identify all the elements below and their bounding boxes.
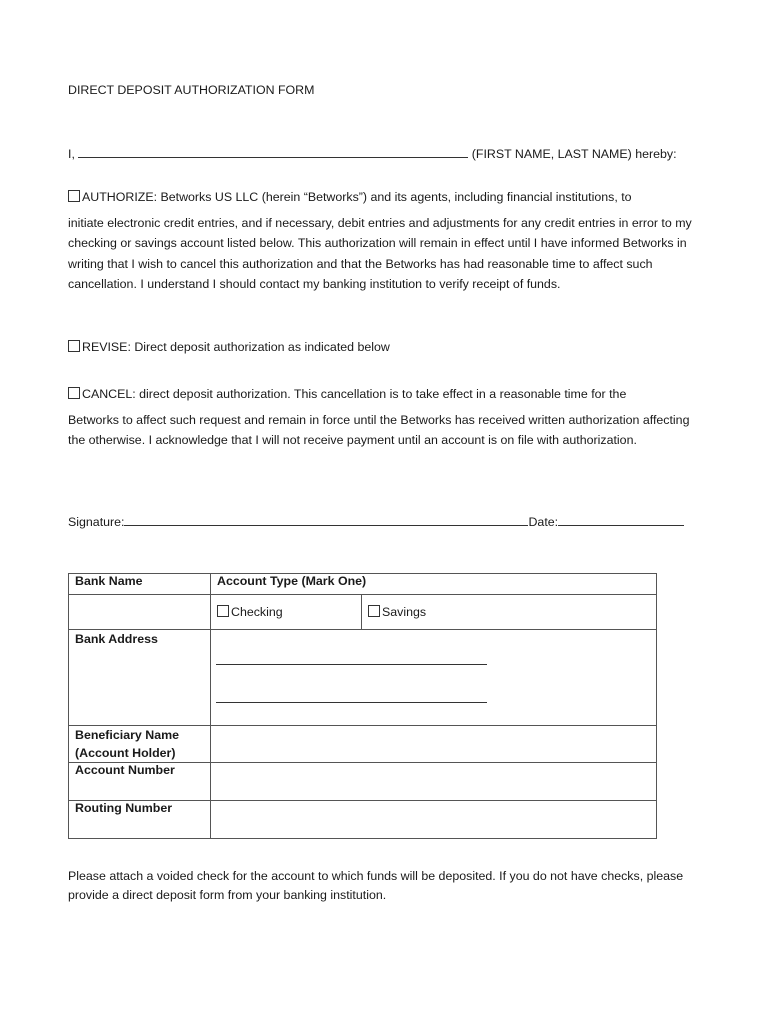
date-label: Date: (528, 515, 559, 529)
name-suffix: (FIRST NAME, LAST NAME) hereby: (471, 147, 677, 161)
bank-name-field[interactable] (69, 595, 211, 630)
account-number-field[interactable] (211, 763, 657, 801)
address-line-2 (216, 702, 487, 703)
authorize-option (68, 187, 708, 295)
name-prefix: I, (68, 147, 75, 161)
checking-label: Checking (231, 605, 283, 619)
revise-checkbox[interactable] (68, 340, 80, 352)
checking-option (211, 595, 362, 630)
address-line-1 (216, 664, 487, 665)
savings-label: Savings (382, 605, 427, 619)
full-name-field[interactable] (78, 145, 468, 158)
cancel-body: Betworks to affect such request and remain in force until the Betworks has received written authorization affecting the otherwise. I acknowledge that I will not receive payment until an account is on file with authorization. (68, 412, 690, 447)
cancel-checkbox[interactable] (68, 387, 80, 399)
date-field[interactable] (558, 513, 684, 526)
bank-name-label: Bank Name (69, 574, 211, 595)
routing-number-field[interactable] (211, 801, 657, 839)
beneficiary-label-line2: (Account Holder) (75, 746, 176, 760)
routing-number-label: Routing Number (69, 801, 211, 839)
cancel-first-line: CANCEL: direct deposit authorization. This cancellation is to take effect in a reasonable time for the (82, 387, 627, 401)
bank-address-field[interactable] (211, 630, 657, 726)
authorize-body: initiate electronic credit entries, and if necessary, debit entries and adjustments for any credit entries in error to my checking or savings account listed below. This authorization will remain in effect until I have informed Betworks in writing that I wish to cancel this authorization and that the Betworks has had reasonable time to affect such cancellation. I understand I should contact my banking institution to verify receipt of funds. (68, 215, 692, 291)
bank-address-label: Bank Address (69, 630, 211, 726)
cancel-option (68, 384, 708, 451)
bank-info-table (68, 573, 657, 839)
beneficiary-label-line1: Beneficiary Name (75, 728, 179, 742)
form-title: DIRECT DEPOSIT AUTHORIZATION FORM (68, 83, 315, 97)
account-type-label: Account Type (Mark One) (211, 574, 657, 595)
beneficiary-field[interactable] (211, 726, 657, 763)
authorize-first-line: AUTHORIZE: Betworks US LLC (herein “Betworks”) and its agents, including financial institutions, to (82, 190, 632, 204)
beneficiary-label (69, 726, 211, 763)
signature-row (68, 512, 684, 533)
revise-option (68, 337, 708, 358)
authorize-checkbox[interactable] (68, 190, 80, 202)
footer-note: Please attach a voided check for the account to which funds will be deposited. If you do not have checks, please provide a direct deposit form from your banking institution. (68, 869, 684, 902)
savings-checkbox[interactable] (368, 605, 380, 617)
revise-label: REVISE: Direct deposit authorization as indicated below (82, 340, 390, 354)
name-line (68, 144, 677, 165)
signature-label: Signature: (68, 515, 125, 529)
savings-option (362, 595, 657, 630)
account-number-label: Account Number (69, 763, 211, 801)
signature-field[interactable] (124, 513, 528, 526)
checking-checkbox[interactable] (217, 605, 229, 617)
